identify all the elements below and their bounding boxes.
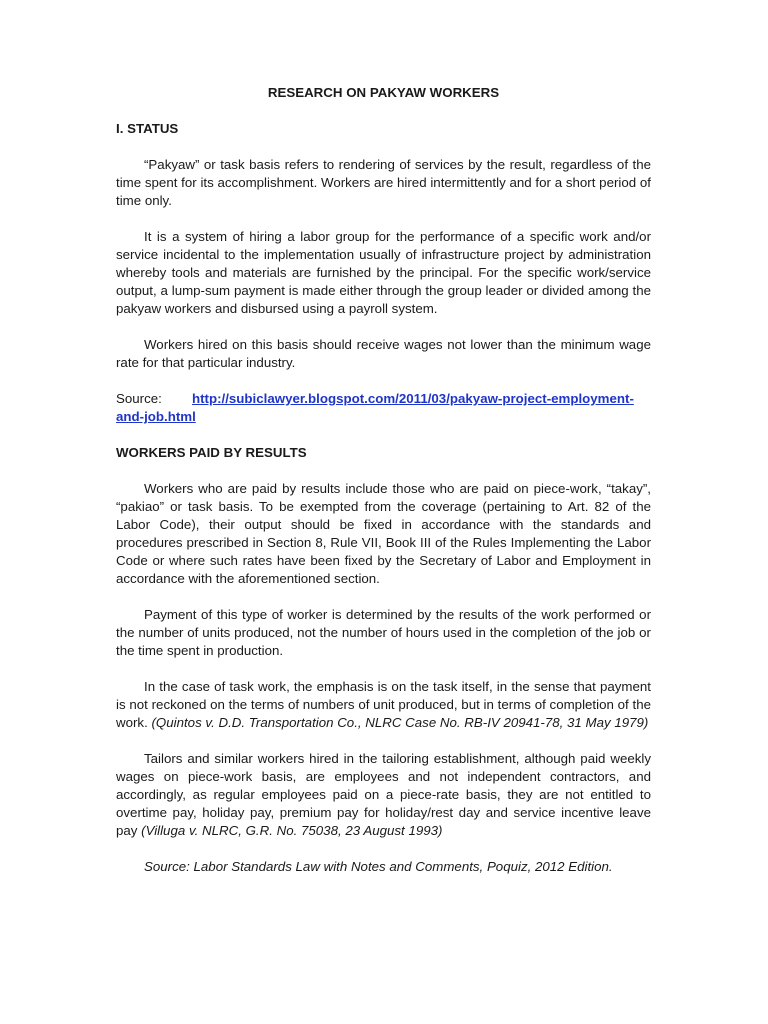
task-work-text: In the case of task work, the emphasis is on the task itself, in the sense that payment is not reckoned on the terms of numbers of unit produced, but in terms of completion of the work. bbox=[116, 679, 651, 730]
tailors-text: Tailors and similar workers hired in the tailoring establishment, although paid weekly wages on piece-work basis, are employees and not independent contractors, and accordingly, as regular employees paid on a piece-rate basis, they are not entitled to overtime pay, holiday pay, premium pay for holiday/rest day and service incentive leave pay bbox=[116, 751, 651, 838]
paragraph-task-work bbox=[116, 678, 651, 732]
source-line bbox=[116, 390, 651, 426]
paragraph-piece-work: Workers who are paid by results include those who are paid on piece-work, “takay”, “pakiao” or task basis. To be exempted from the coverage (pertaining to Art. 82 of the Labor Code), their output should be fixed in accordance with the standards and procedures prescribed in Section 8, Rule VII, Book III of the Rules Implementing the Labor Code or where such rates have been fixed by the Secretary of Labor and Employment in accordance with the aforementioned section. bbox=[116, 481, 651, 586]
source-label: Source: bbox=[116, 391, 162, 406]
section-heading-workers-paid-by-results: WORKERS PAID BY RESULTS bbox=[116, 445, 307, 460]
paragraph-pakyaw-definition: “Pakyaw” or task basis refers to rendering of services by the result, regardless of the time spent for its accomplishment. Workers are hired intermittently and for a short period of time only. bbox=[116, 157, 651, 208]
case-citation-villuga: (Villuga v. NLRC, G.R. No. 75038, 23 August 1993) bbox=[141, 823, 443, 838]
document-title: RESEARCH ON PAKYAW WORKERS bbox=[267, 85, 500, 100]
paragraph-payment-determination: Payment of this type of worker is determined by the results of the work performed or the number of units produced, not the number of hours used in the completion of the job or the time spent in production. bbox=[116, 607, 651, 658]
source-link[interactable]: http://subiclawyer.blogspot.com/2011/03/pakyaw-project-employment-and-job.html bbox=[116, 391, 634, 424]
paragraph-tailors bbox=[116, 750, 651, 840]
section-heading-status: I. STATUS bbox=[116, 121, 179, 136]
case-citation-quintos: (Quintos v. D.D. Transportation Co., NLRC Case No. RB-IV 20941-78, 31 May 1979) bbox=[151, 715, 649, 730]
closing-source: Source: Labor Standards Law with Notes and Comments, Poquiz, 2012 Edition. bbox=[144, 859, 613, 874]
paragraph-hiring-system: It is a system of hiring a labor group for the performance of a specific work and/or service incidental to the implementation usually of infrastructure project by administration whereby tools and materials are furnished by the principal. For the specific work/service output, a lump-sum payment is made either through the group leader or divided among the pakyaw workers and disbursed using a payroll system. bbox=[116, 229, 651, 316]
document-page bbox=[116, 84, 651, 894]
paragraph-minimum-wage: Workers hired on this basis should receive wages not lower than the minimum wage rate for that particular industry. bbox=[116, 337, 651, 370]
